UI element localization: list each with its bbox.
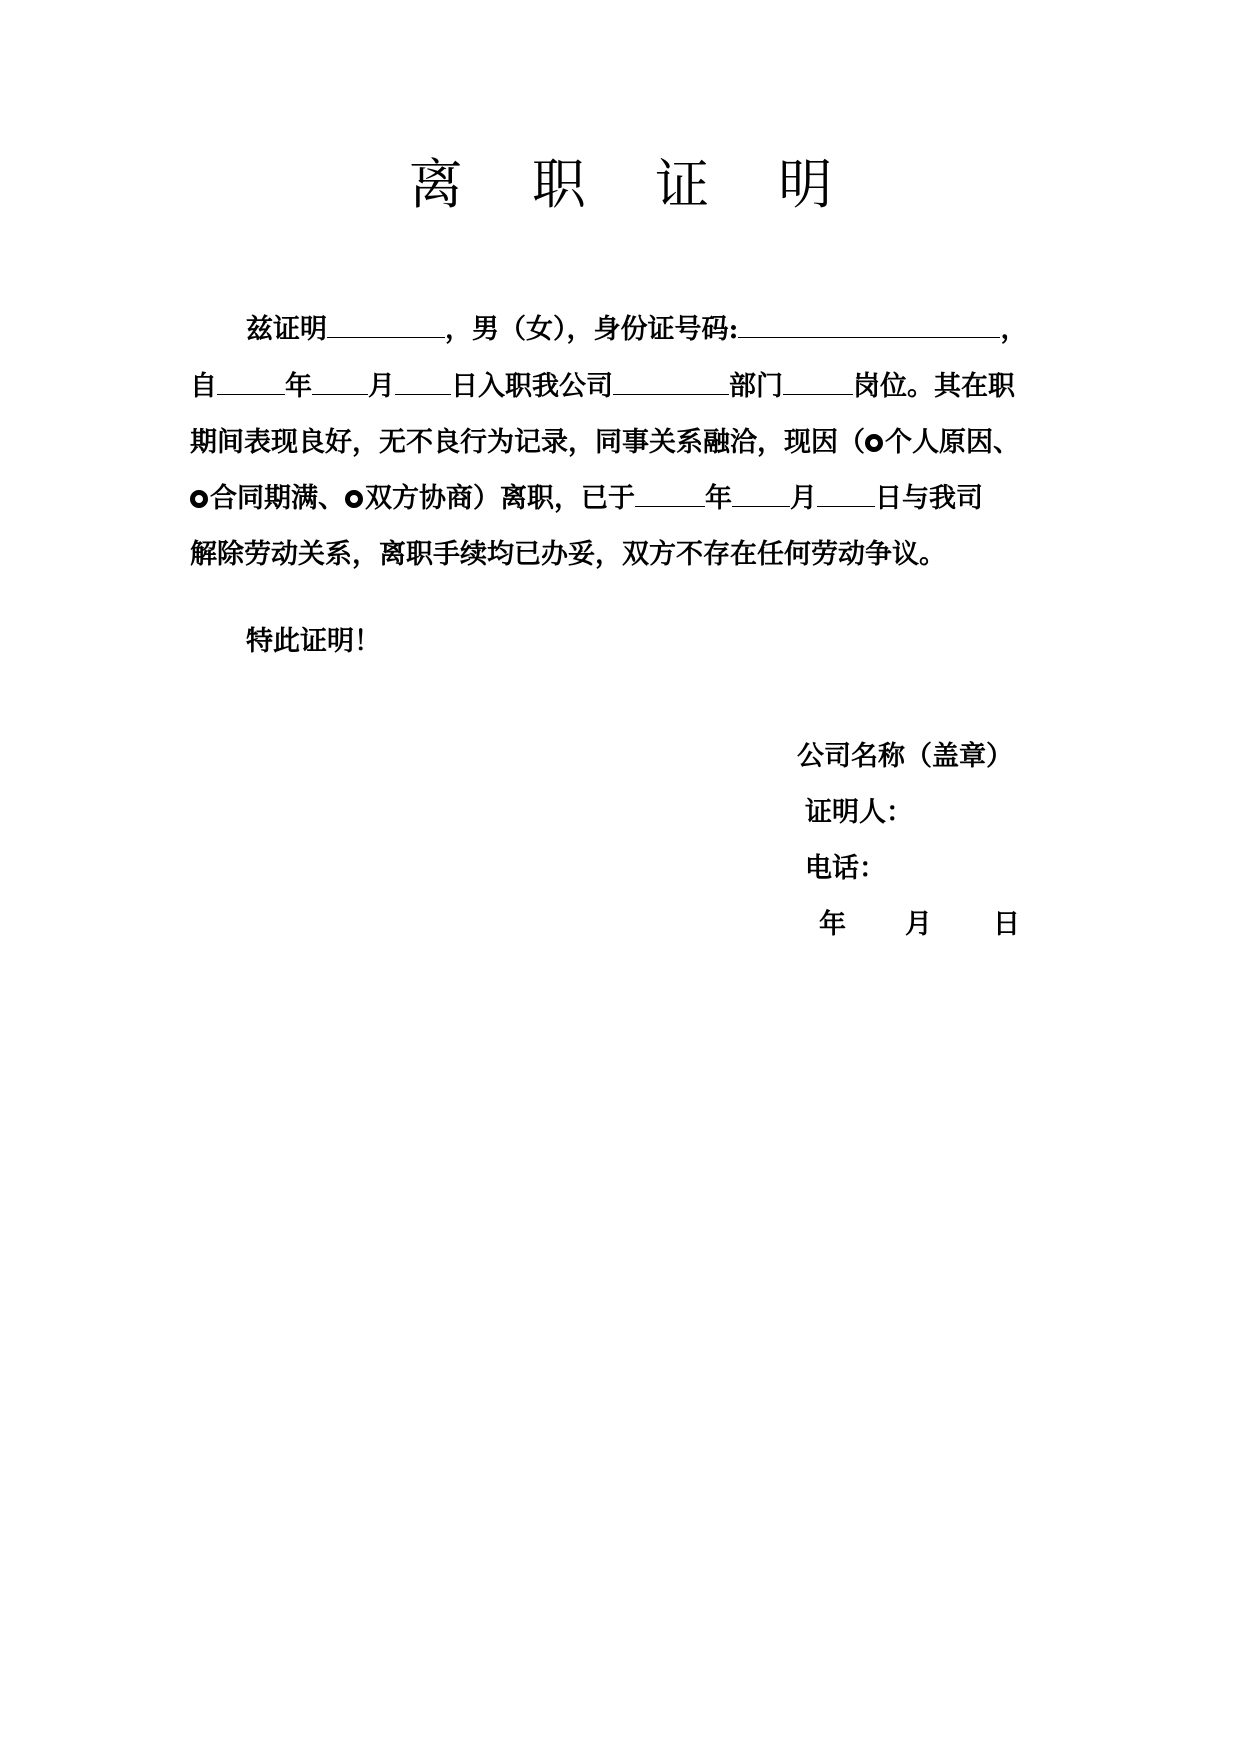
position-blank[interactable] xyxy=(783,360,853,395)
text-certify-that: 兹证明 xyxy=(246,314,327,345)
paragraph-line-1 xyxy=(246,302,1116,358)
department-blank[interactable] xyxy=(613,360,729,395)
leave-day-blank[interactable] xyxy=(817,472,875,507)
radio-circle-icon[interactable] xyxy=(865,434,883,452)
option-mutual-agreement: 双方协商）离职，已于 xyxy=(365,483,635,514)
closing-statement: 特此证明！ xyxy=(246,626,381,657)
leave-month-blank[interactable] xyxy=(732,472,790,507)
text-with-company: 日与我司 xyxy=(875,483,983,514)
text-year: 年 xyxy=(285,371,312,402)
option-personal-reason: 个人原因、 xyxy=(885,427,1020,458)
certifier-label: 证明人： xyxy=(805,797,913,828)
text-from: 自 xyxy=(190,371,217,402)
text-position: 岗位。其在职 xyxy=(853,371,1015,402)
date-day-label: 日 xyxy=(993,909,1020,940)
text-performance: 期间表现良好，无不良行为记录，同事关系融洽，现因（ xyxy=(190,427,865,458)
id-number-blank[interactable] xyxy=(738,303,1000,338)
text-department: 部门 xyxy=(729,371,783,402)
radio-circle-icon[interactable] xyxy=(190,490,208,508)
join-month-blank[interactable] xyxy=(312,360,368,395)
date-month-label: 月 xyxy=(905,909,932,940)
join-day-blank[interactable] xyxy=(395,360,451,395)
date-year-label: 年 xyxy=(819,909,846,940)
radio-circle-icon[interactable] xyxy=(345,490,363,508)
document-title: 离 职 证 明 xyxy=(408,153,859,216)
phone-label: 电话： xyxy=(805,853,886,884)
text-gender-id: ，男（女），身份证号码: xyxy=(445,314,739,345)
text-comma: ， xyxy=(1000,314,1028,345)
paragraph-line-5: 解除劳动关系，离职手续均已办妥，双方不存在任何劳动争议。 xyxy=(190,539,946,570)
join-year-blank[interactable] xyxy=(217,360,285,395)
paragraph-line-2 xyxy=(190,359,1060,415)
paragraph-line-4 xyxy=(190,471,1060,527)
text-year: 年 xyxy=(705,483,732,514)
company-name-stamp: 公司名称（盖章） xyxy=(797,741,1013,772)
text-month: 月 xyxy=(790,483,817,514)
text-month: 月 xyxy=(368,371,395,402)
leave-year-blank[interactable] xyxy=(635,472,705,507)
name-blank[interactable] xyxy=(327,303,445,338)
paragraph-line-3 xyxy=(190,415,1060,471)
option-contract-expired: 合同期满、 xyxy=(210,483,345,514)
text-joined-company: 日入职我公司 xyxy=(451,371,613,402)
